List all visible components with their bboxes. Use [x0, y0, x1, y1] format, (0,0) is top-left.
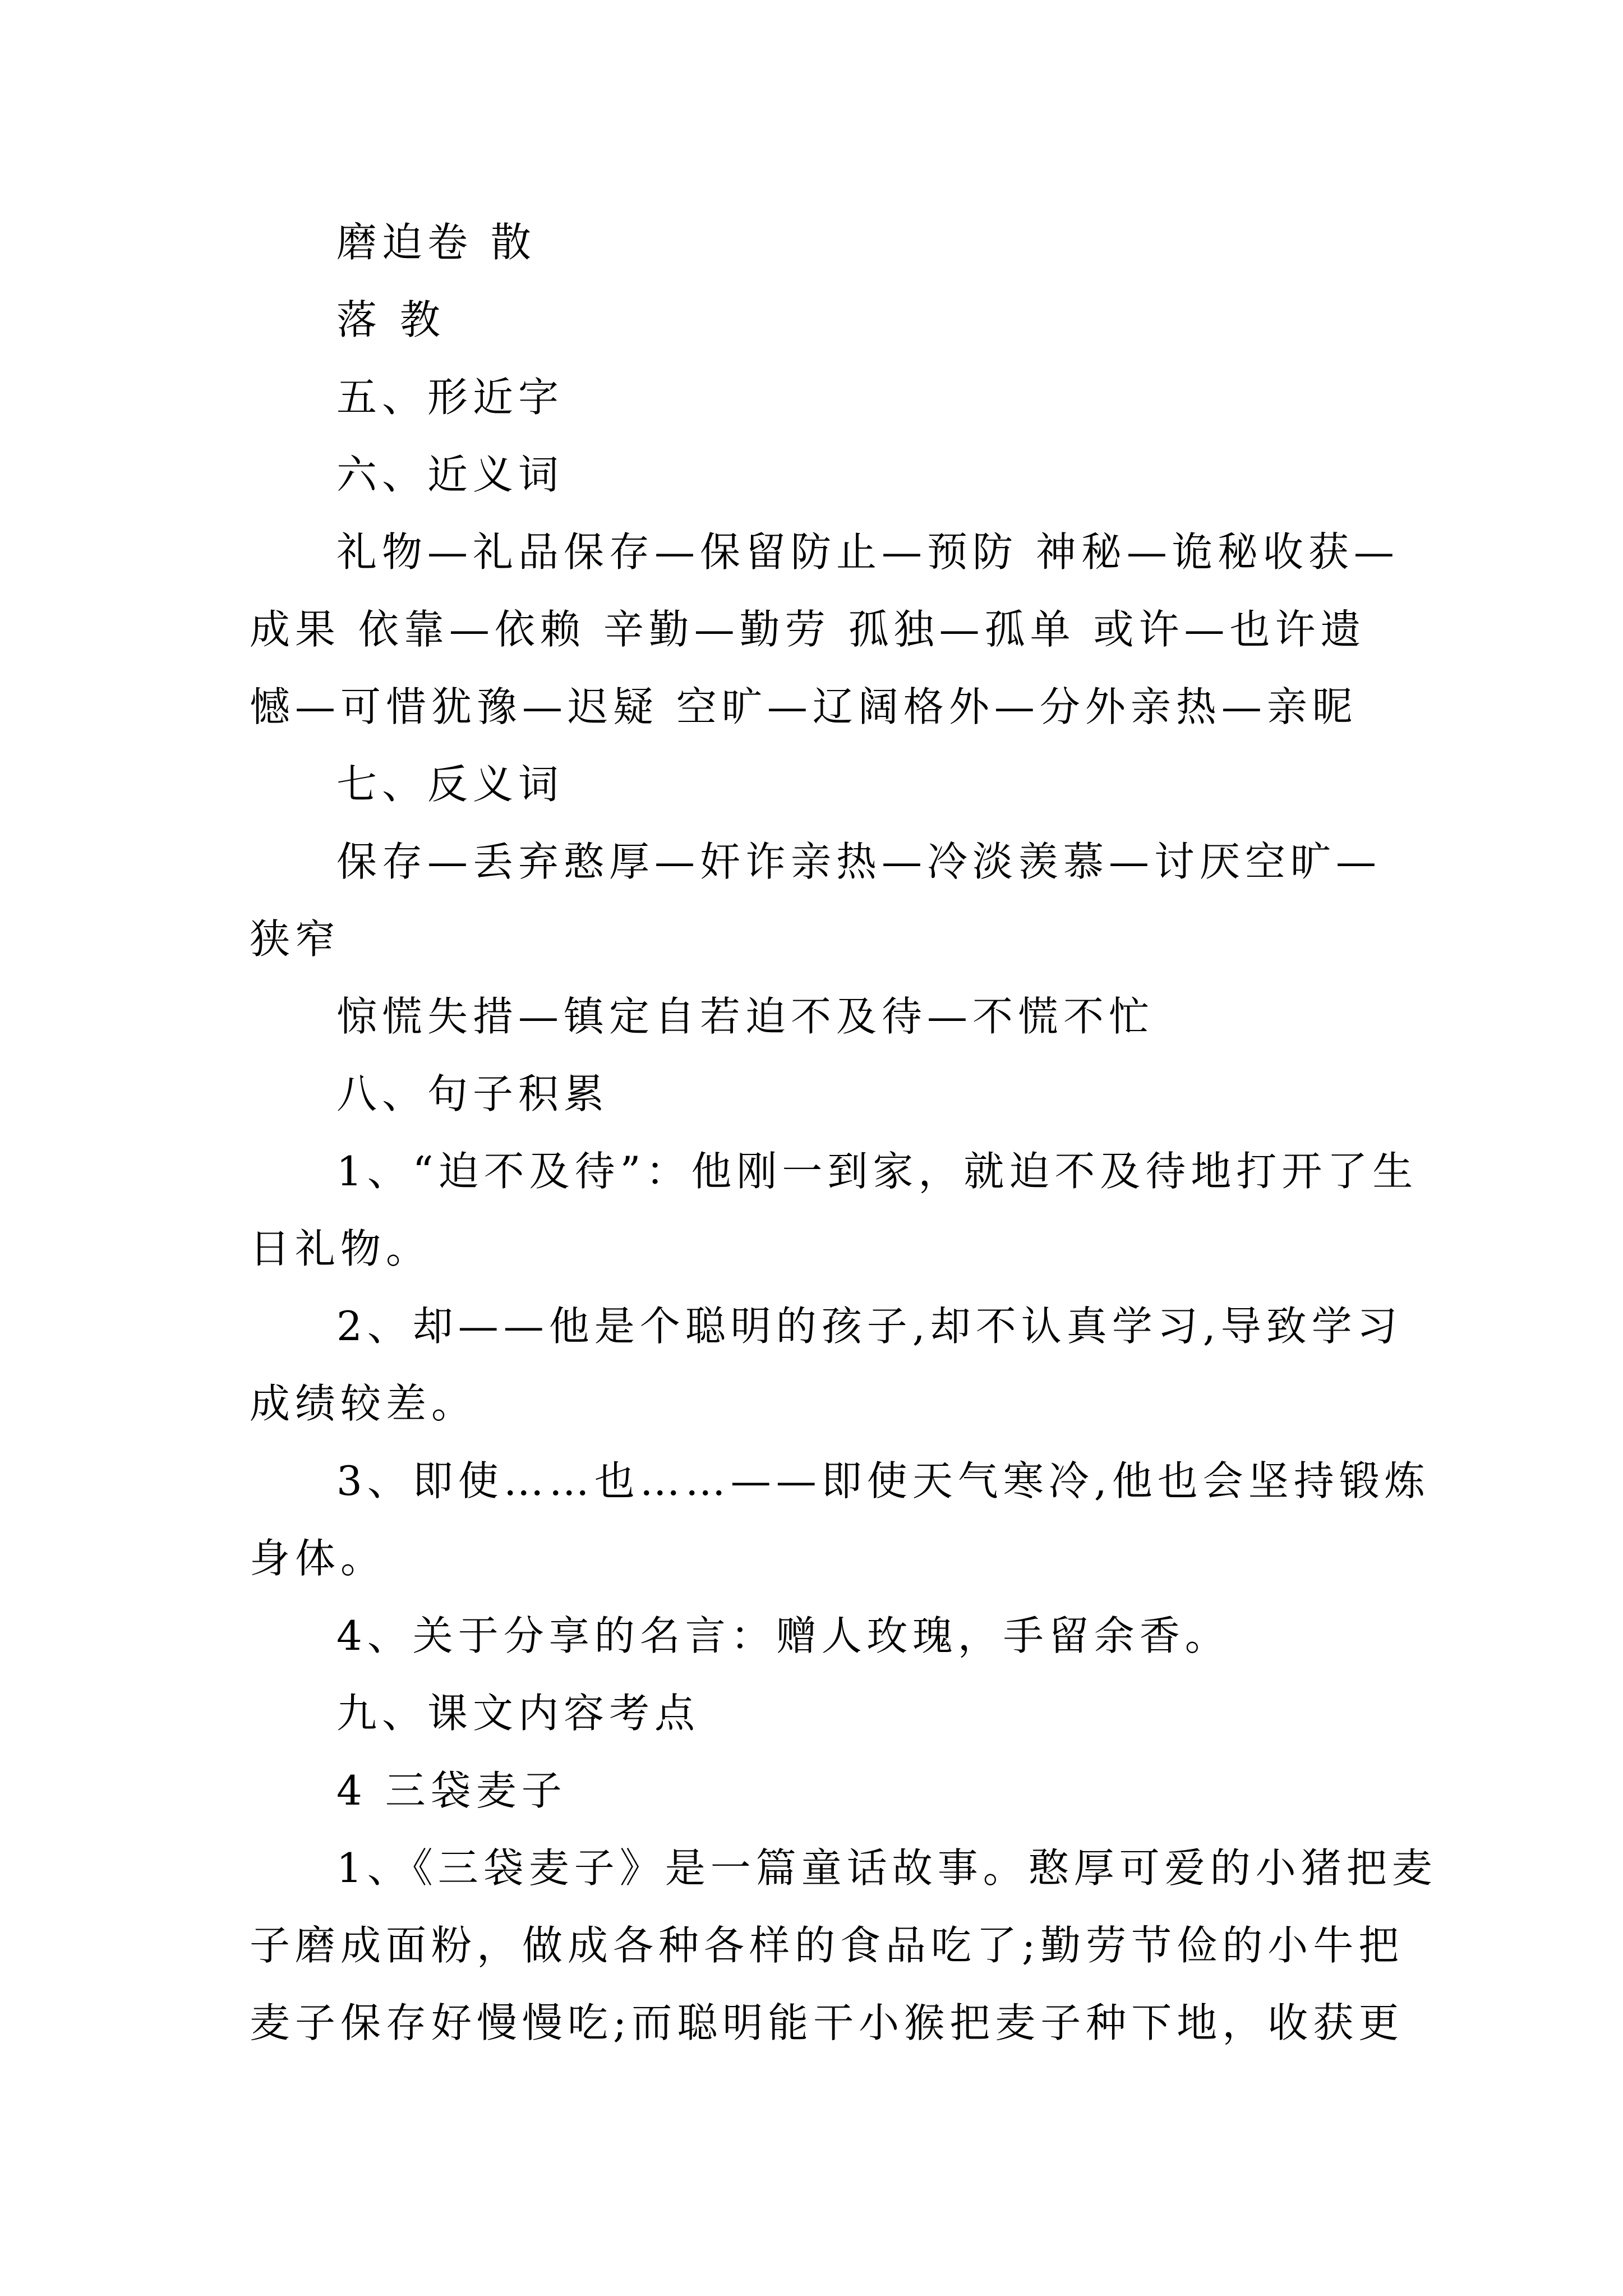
text-line-14: 日礼物。	[250, 1225, 432, 1272]
text-line-1: 磨迫卷 散	[336, 219, 536, 266]
section-heading-5: 五、形近字	[336, 374, 564, 421]
section-heading-7: 七、反义词	[336, 761, 564, 808]
lesson-title: 4 三袋麦子	[336, 1767, 567, 1814]
text-line-11: 惊慌失措—镇定自若迫不及待—不慌不忙	[336, 993, 1155, 1040]
text-line-16: 成绩较差。	[250, 1380, 477, 1427]
text-line-7: 憾—可惜犹豫—迟疑 空旷—辽阔格外—分外亲热—亲昵	[250, 683, 1358, 730]
text-line-15: 2、却——他是个聪明的孩子,却不认真学习,导致学习	[336, 1303, 1403, 1350]
text-line-22: 1、《三袋麦子》是一篇童话故事。憨厚可爱的小猪把麦	[336, 1844, 1437, 1892]
section-heading-8: 八、句子积累	[336, 1070, 610, 1117]
text-line-9: 保存—丢弃憨厚—奸诈亲热—冷淡羡慕—讨厌空旷—	[336, 838, 1382, 885]
text-line-6: 成果 依靠—依赖 辛勤—勤劳 孤独—孤单 或许—也许遗	[250, 606, 1366, 653]
text-line-10: 狭窄	[250, 915, 341, 963]
text-line-23: 子磨成面粉，做成各种各样的食品吃了;勤劳节俭的小牛把	[250, 1922, 1404, 1969]
text-line-18: 身体。	[250, 1535, 386, 1582]
text-line-24: 麦子保存好慢慢吃;而聪明能干小猴把麦子种下地，收获更	[250, 1999, 1404, 2046]
section-heading-9: 九、课文内容考点	[336, 1690, 700, 1737]
text-line-13: 1、“迫不及待”：他刚一到家，就迫不及待地打开了生	[336, 1148, 1418, 1195]
section-heading-6: 六、近义词	[336, 451, 564, 498]
text-line-19: 4、关于分享的名言：赠人玫瑰，手留余香。	[336, 1612, 1230, 1659]
text-line-17: 3、即使……也……——即使天气寒冷,他也会坚持锻炼	[336, 1457, 1430, 1504]
text-line-5: 礼物—礼品保存—保留防止—预防 神秘—诡秘收获—	[336, 528, 1399, 576]
text-line-2: 落 教	[336, 296, 445, 343]
